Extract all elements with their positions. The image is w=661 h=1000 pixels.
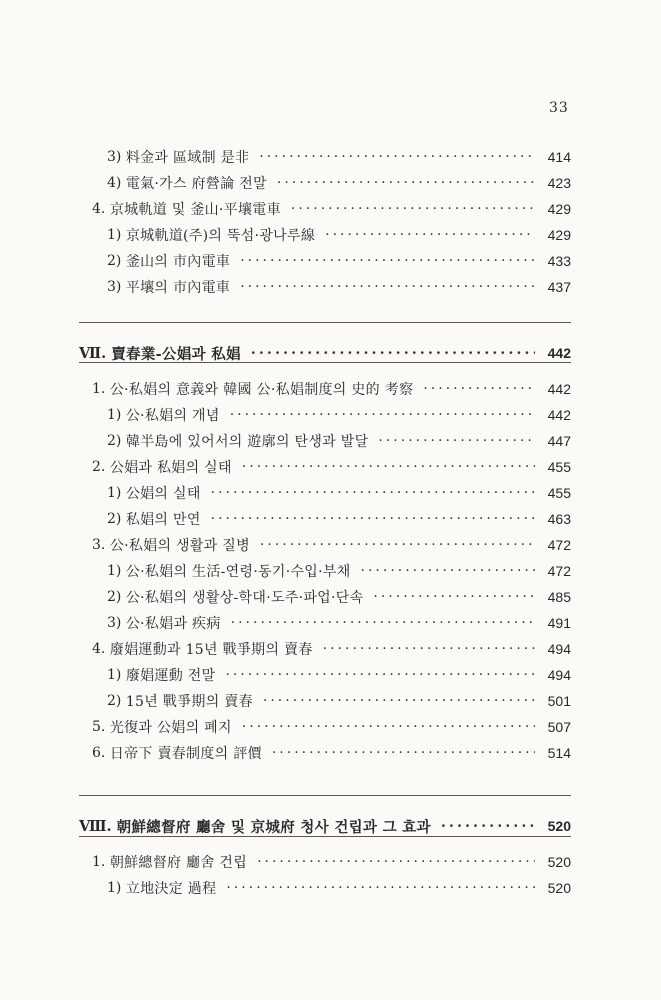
entry-title: 公·私娼의 生活-연령·동기·수입·부채 bbox=[125, 564, 351, 580]
entry-number: 2) bbox=[107, 253, 126, 269]
toc-entry bbox=[92, 851, 571, 873]
dot-leader bbox=[291, 201, 535, 217]
dot-leader bbox=[225, 667, 535, 683]
toc-entry bbox=[107, 404, 571, 426]
entry-page: 485 bbox=[547, 589, 571, 605]
toc-entry bbox=[107, 612, 571, 634]
dot-leader bbox=[230, 407, 535, 423]
entry-page: 494 bbox=[547, 641, 571, 657]
toc-entry bbox=[92, 198, 571, 220]
entry-page: 472 bbox=[547, 563, 571, 579]
dot-leader bbox=[231, 615, 535, 631]
entry-number: 1) bbox=[107, 407, 126, 423]
toc-entry bbox=[107, 250, 571, 272]
toc-entry bbox=[107, 172, 571, 194]
toc-entry bbox=[107, 664, 571, 686]
entry-page: 455 bbox=[547, 485, 571, 501]
page-number: 33 bbox=[549, 100, 569, 116]
entry-number: 2) bbox=[107, 511, 126, 527]
entry-title: 公·私娼과 疾病 bbox=[125, 616, 221, 632]
entry-number: 4. bbox=[92, 201, 110, 217]
toc-entry bbox=[107, 430, 571, 452]
entry-number: 3. bbox=[92, 537, 110, 553]
toc-entry bbox=[107, 224, 571, 246]
entry-page: 520 bbox=[547, 854, 571, 870]
toc-chapter bbox=[79, 342, 571, 364]
toc-entry bbox=[92, 716, 571, 738]
entry-page: 501 bbox=[547, 693, 571, 709]
toc-entry bbox=[107, 482, 571, 504]
entry-title: 公娼과 私娼의 실태 bbox=[109, 460, 232, 476]
entry-title: 料金과 區域制 是非 bbox=[125, 150, 250, 166]
entry-title: 廢娼運動 전말 bbox=[125, 668, 216, 684]
dot-leader bbox=[277, 175, 535, 191]
entry-number: 3) bbox=[107, 279, 126, 295]
dot-leader bbox=[361, 563, 535, 579]
entry-page: 429 bbox=[547, 227, 571, 243]
entry-title: 公·私娼의 개념 bbox=[125, 408, 220, 424]
dot-leader bbox=[378, 433, 535, 449]
entry-number: 1) bbox=[107, 227, 126, 243]
entry-number: 4) bbox=[107, 175, 126, 191]
entry-title: 立地決定 過程 bbox=[125, 881, 217, 897]
entry-number: 2) bbox=[107, 693, 126, 709]
dot-leader bbox=[240, 253, 535, 269]
toc-entry bbox=[107, 586, 571, 608]
entry-page: 433 bbox=[547, 253, 571, 269]
toc-entry bbox=[107, 508, 571, 530]
entry-title: 朝鮮總督府 廳舍 건립 bbox=[109, 855, 248, 871]
entry-number: 2. bbox=[92, 459, 110, 475]
entry-title: 韓半島에 있어서의 遊廓의 탄생과 발달 bbox=[125, 434, 369, 450]
entry-page: 447 bbox=[547, 433, 571, 449]
toc-entry bbox=[92, 742, 571, 764]
dot-leader bbox=[240, 279, 535, 295]
dot-leader bbox=[226, 880, 535, 896]
entry-page: 491 bbox=[547, 615, 571, 631]
toc-entry bbox=[107, 690, 571, 712]
entry-page: 507 bbox=[547, 719, 571, 735]
entry-number: 1) bbox=[107, 880, 126, 896]
section-divider bbox=[79, 836, 571, 837]
dot-leader bbox=[441, 818, 535, 835]
entry-title: 公·私娼의 意義와 韓國 公·私娼制度의 史的 考察 bbox=[109, 382, 414, 398]
toc-entry bbox=[92, 638, 571, 660]
toc-entry bbox=[107, 146, 571, 168]
toc-entry bbox=[107, 560, 571, 582]
entry-page: 442 bbox=[547, 345, 571, 361]
entry-page: 455 bbox=[547, 459, 571, 475]
dot-leader bbox=[242, 459, 535, 475]
entry-number: 2) bbox=[107, 589, 126, 605]
entry-page: 442 bbox=[547, 407, 571, 423]
entry-title: 15년 戰爭期의 賣春 bbox=[125, 694, 253, 710]
dot-leader bbox=[323, 641, 535, 657]
entry-title: 京城軌道(주)의 뚝섬·광나루線 bbox=[125, 228, 316, 244]
dot-leader bbox=[251, 345, 535, 362]
entry-title: 日帝下 賣春制度의 評價 bbox=[109, 746, 262, 762]
entry-number: 1) bbox=[107, 485, 126, 501]
toc-entry bbox=[107, 276, 571, 298]
toc-entry bbox=[107, 877, 571, 899]
entry-title: 釜山의 市內電車 bbox=[125, 254, 231, 270]
entry-number: 1) bbox=[107, 563, 126, 579]
dot-leader bbox=[373, 589, 535, 605]
entry-title: 電氣·가스 府營論 전말 bbox=[125, 176, 267, 192]
entry-title: 光復과 公娼의 폐지 bbox=[109, 720, 232, 736]
entry-title: 廢娼運動과 15년 戰爭期의 賣春 bbox=[109, 642, 313, 658]
entry-page: 472 bbox=[547, 537, 571, 553]
dot-leader bbox=[272, 745, 535, 761]
toc-entry bbox=[92, 378, 571, 400]
entry-number: 2) bbox=[107, 433, 126, 449]
dot-leader bbox=[325, 227, 535, 243]
entry-number: 3) bbox=[107, 615, 126, 631]
entry-number: 4. bbox=[92, 641, 110, 657]
dot-leader bbox=[263, 693, 535, 709]
toc-entry bbox=[92, 534, 571, 556]
dot-leader bbox=[211, 485, 535, 501]
dot-leader bbox=[423, 381, 535, 397]
entry-number: 1. bbox=[92, 381, 110, 397]
dot-leader bbox=[257, 854, 535, 870]
entry-title: 朝鮮總督府 廳舍 및 京城府 청사 건립과 그 효과 bbox=[116, 818, 431, 836]
dot-leader bbox=[211, 511, 535, 527]
entry-number: 3) bbox=[107, 149, 126, 165]
entry-title: 私娼의 만연 bbox=[125, 512, 201, 528]
toc-entry bbox=[92, 456, 571, 478]
section-divider bbox=[79, 362, 571, 363]
entry-page: 520 bbox=[547, 818, 571, 834]
entry-page: 429 bbox=[547, 201, 571, 217]
entry-number: 5. bbox=[92, 719, 110, 735]
toc-chapter bbox=[79, 815, 571, 837]
dot-leader bbox=[260, 537, 535, 553]
dot-leader bbox=[242, 719, 535, 735]
entry-page: 514 bbox=[547, 745, 571, 761]
entry-number: 1. bbox=[92, 854, 110, 870]
dot-leader bbox=[259, 149, 535, 165]
entry-title: 賣春業-公娼과 私娼 bbox=[111, 345, 241, 363]
entry-title: 公娼의 실태 bbox=[125, 486, 201, 502]
section-divider bbox=[79, 322, 571, 323]
entry-title: 公·私娼의 생활과 질병 bbox=[109, 538, 250, 554]
section-divider bbox=[79, 795, 571, 796]
entry-number: Ⅶ. bbox=[79, 344, 112, 362]
entry-title: 公·私娼의 생활상-학대·도주·파업·단속 bbox=[125, 590, 364, 606]
entry-page: 437 bbox=[547, 279, 571, 295]
entry-number: 6. bbox=[92, 745, 110, 761]
entry-page: 414 bbox=[547, 149, 571, 165]
entry-page: 494 bbox=[547, 667, 571, 683]
entry-page: 520 bbox=[547, 880, 571, 896]
entry-title: 京城軌道 및 釜山·平壤電車 bbox=[109, 202, 281, 218]
entry-title: 平壤의 市內電車 bbox=[125, 280, 231, 296]
entry-page: 442 bbox=[547, 381, 571, 397]
entry-page: 463 bbox=[547, 511, 571, 527]
entry-number: Ⅷ. bbox=[79, 817, 117, 835]
entry-page: 423 bbox=[547, 175, 571, 191]
entry-number: 1) bbox=[107, 667, 126, 683]
